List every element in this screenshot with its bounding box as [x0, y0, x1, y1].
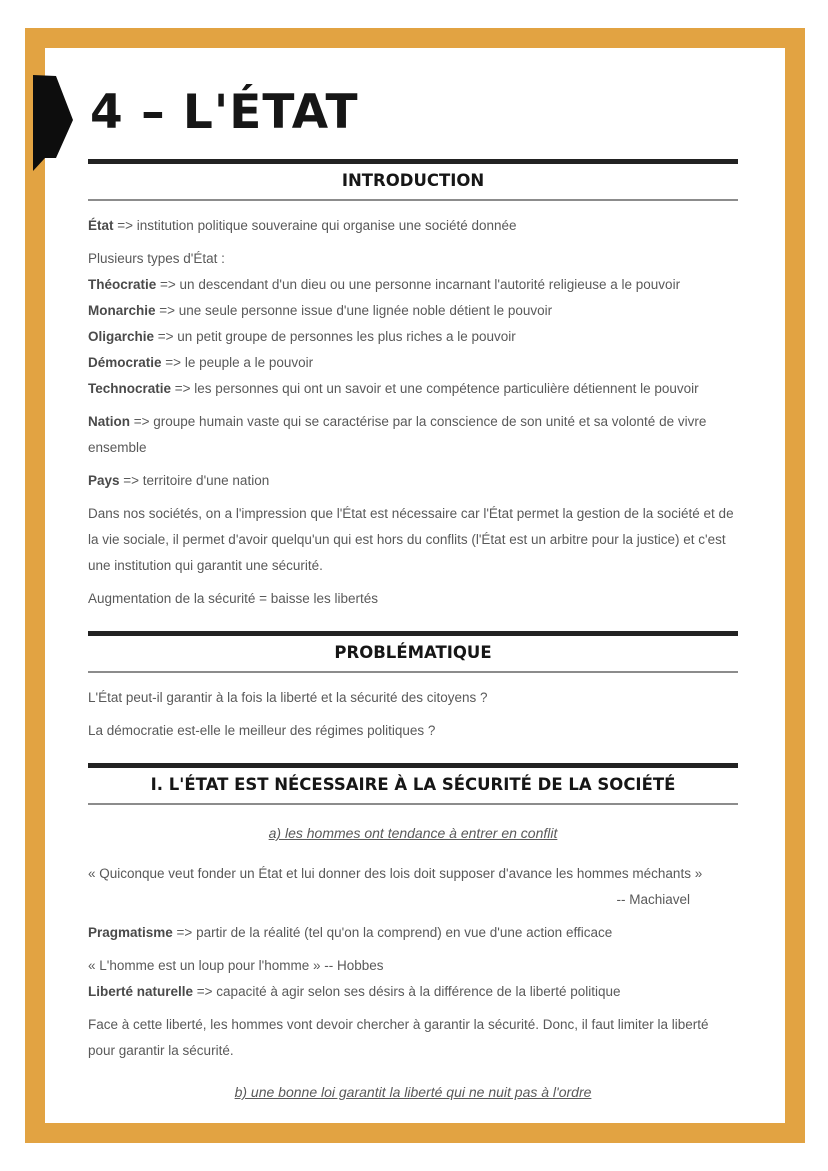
paragraph: Pays => territoire d'une nation [88, 473, 270, 489]
paragraph: Plusieurs types d'État : Théocratie => un descendant d'un dieu ou une personne incarnant l'autorité religieuse a le pouvoir Monarchie => une seule personne issue d'une lignée noble détient le pouvoir Oligarchie => un petit groupe de personnes les plus riches a le pouvoir Démocratie => le peuple a le pouvoir Technocratie => les personnes qui ont un savoir et une compétence particulière détiennent le pouvoir [88, 251, 699, 397]
bold-term: Théocratie [88, 277, 157, 293]
paragraph: Pragmatisme => partir de la réalité (tel qu'on la comprend) en vue d'une action efficace [88, 925, 613, 941]
quote-attribution: -- Machiavel [616, 892, 690, 908]
section-heading: PROBLÉMATIQUE [88, 631, 738, 673]
document-body [88, 159, 738, 1105]
paragraph: État => institution politique souveraine qui organise une société donnée [88, 218, 517, 234]
paragraph: La démocratie est-elle le meilleur des régimes politiques ? [88, 723, 436, 739]
paragraph: Augmentation de la sécurité = baisse les libertés [88, 591, 379, 607]
quote: « Quiconque veut fonder un État et lui donner des lois doit supposer d'avance les hommes méchants » [88, 866, 703, 882]
bold-term: Pays [88, 473, 120, 489]
section-heading: INTRODUCTION [88, 159, 738, 201]
page-title: 4 – L'ÉTAT [90, 85, 359, 140]
bold-term: Oligarchie [88, 329, 155, 345]
sub-section-heading: a) les hommes ont tendance à entrer en conflit [268, 825, 558, 842]
paragraph: Dans nos sociétés, on a l'impression que l'État est nécessaire car l'État permet la gestion de la société et de la vie sociale, il permet d'avoir quelqu'un qui est hors du conflits (l'État est un arbitre pour la justice) et c'est une institution qui garantit une sécurité. [88, 506, 734, 574]
bold-term: Liberté naturelle [88, 984, 194, 1000]
bold-term: Pragmatisme [88, 925, 173, 941]
paragraph: « L'homme est un loup pour l'homme » -- Hobbes Liberté naturelle => capacité à agir selon ses désirs à la différence de la liberté politique [88, 958, 621, 1000]
chapter-bookmark-icon [33, 74, 75, 174]
sub-section-heading: b) une bonne loi garantit la liberté qui ne nuit pas à l'ordre [234, 1084, 592, 1101]
bold-term: Technocratie [88, 381, 172, 397]
paragraph: L'État peut-il garantir à la fois la liberté et la sécurité des citoyens ? [88, 690, 488, 706]
bold-term: Démocratie [88, 355, 162, 371]
bold-term: Nation [88, 414, 130, 430]
bold-term: État [88, 218, 114, 234]
section-heading: I. L'ÉTAT EST NÉCESSAIRE À LA SÉCURITÉ DE LA SOCIÉTÉ [88, 763, 738, 805]
paragraph: Face à cette liberté, les hommes vont devoir chercher à garantir la sécurité. Donc, il faut limiter la liberté pour garantir la sécurité. [88, 1017, 709, 1059]
paragraph: Nation => groupe humain vaste qui se caractérise par la conscience de son unité et sa volonté de vivre ensemble [88, 414, 707, 456]
bold-term: Monarchie [88, 303, 156, 319]
document-content [88, 86, 738, 1120]
